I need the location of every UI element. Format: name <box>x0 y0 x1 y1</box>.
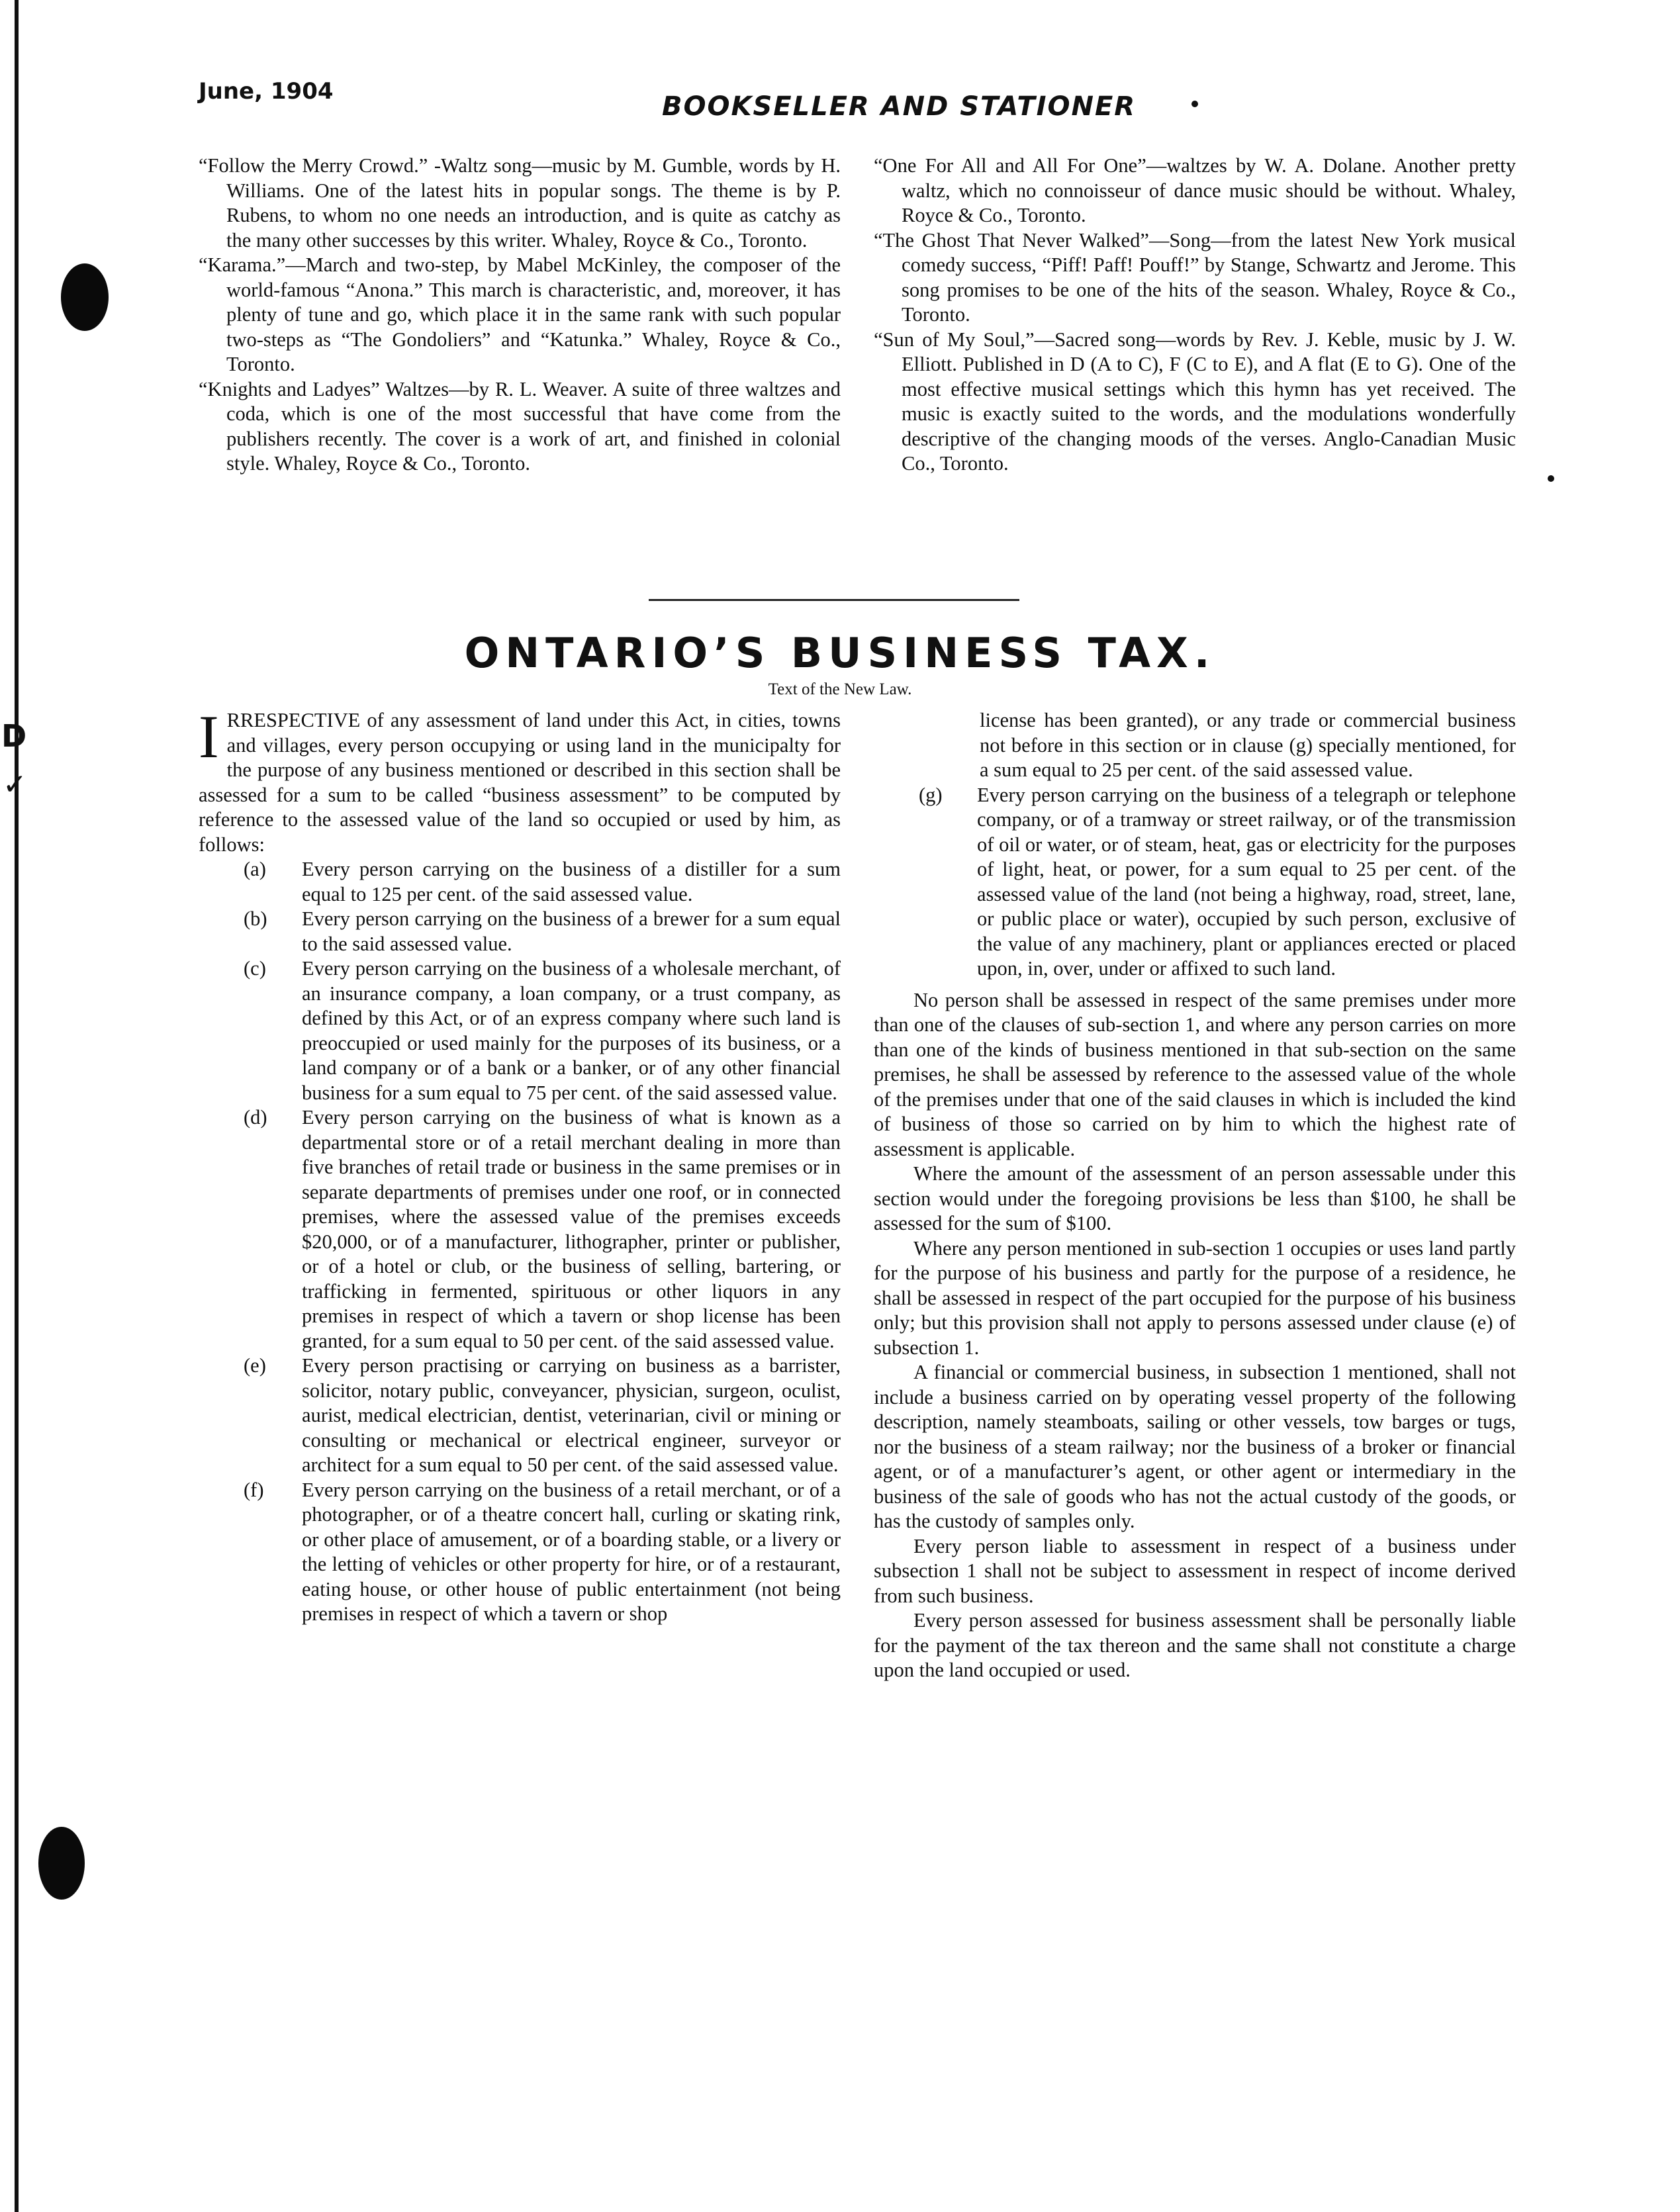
clause-f-continued: license has been granted), or any trade or commercial business not before in this section or in clause (g) specially mentioned, for a sum equal to 25 per cent. of the said assessed value. <box>980 709 1516 781</box>
clause-c: (c) Every person carrying on the business of a wholesale merchant, of an insurance company, a loan company, or a trust company, as defined by this Act, or of an express company where such land is preoccupied or used mainly for the purposes of its business, or a land company or of a bank or a banker, or of any other financial business for a sum equal to 75 per cent. of the said assessed value. <box>244 957 841 1104</box>
article-paragraph: Every person assessed for business assessment shall be personally liable for the payment of the tax thereon and the same shall not constitute a charge upon the land occupied or used. <box>874 1609 1516 1681</box>
article-intro <box>199 703 841 857</box>
header-date: June, 1904 <box>199 78 334 105</box>
clause-f: (f) Every person carrying on the business of a retail merchant, or of a photographer, or of a theatre concert hall, curling or skating rink, or other place of amusement, or of a boarding stable, or a livery or the letting of vehicles or other property for hire, or of a restaurant, eating house, or other house of public entertainment (not being premises in respect of which a tavern or shop <box>244 1478 841 1625</box>
speck-mark <box>1548 475 1554 482</box>
music-notice: “Karama.”—March and two-step, by Mabel McKinley, the composer of the world-famous “Anona.” This march is characteristic, and, moreover, it has plenty of tune and go, which place it in the same rank with such popular two-steps as “The Gondoliers” and “Katunka.” Whaley, Royce & Co., Toronto. <box>199 253 841 375</box>
music-notice: “The Ghost That Never Walked”—Song—from the latest New York musical comedy success, “Piff! Paff! Pouff!” by Stange, Schwartz and Jerome. This song promises to be one of the hits of the season. Whaley, Royce & Co., Toronto. <box>874 228 1516 326</box>
speck-mark <box>1191 101 1198 107</box>
punch-hole-bottom <box>38 1827 85 1900</box>
binding-edge-line <box>15 0 19 2212</box>
music-notice: “Follow the Merry Crowd.” -Waltz song—music by M. Gumble, words by H. Williams. One of the latest hits in popular songs. The theme is by P. Rubens, to whom no one needs an introduction, and is quite as catchy as the many other successes by this writer. Whaley, Royce & Co., Toronto. <box>199 154 841 252</box>
clause-d: (d) Every person carrying on the business of what is known as a departmental store or of a retail merchant dealing in more than five branches of retail trade or business in the same premises or in separate departments of premises under one roof, or in connected premises, where the assessed value of the premises exceeds $20,000, or of a manufacturer, lithographer, printer or publisher, or of a hotel or club, or the business of selling, bartering, or trafficking in fermented, spirituous or other liquors in any premises in respect of which a tavern or shop license has been granted, for a sum equal to 50 per cent. of the said assessed value. <box>244 1106 841 1352</box>
clause-g: (g) Every person carrying on the business of a telegraph or telephone company, or of a tramway or street railway, or of the transmission of oil or water, or of steam, heat, gas or electricity for the purposes of light, heat, or power, for a sum equal to 25 per cent. of the assessed value of the land (not being a highway, road, street, lane, or public place or water), occupied by such person, exclusive of the value of any machinery, plant or appliances erected or placed upon, in, over, under or affixed to such land. <box>919 783 1516 980</box>
clause-a: (a) Every person carrying on the business of a distiller for a sum equal to 125 per cent. of the said assessed value. <box>244 858 841 905</box>
article-paragraph: Every person liable to assessment in respect of a business under subsection 1 shall not be subject to assessment in respect of income derived from such business. <box>874 1534 1516 1607</box>
header-publication: BOOKSELLER AND STATIONER <box>662 91 1137 122</box>
article-paragraph: Where any person mentioned in sub-section 1 occupies or uses land partly for the purpose of his business and partly for the purpose of a residence, he shall be assessed in respect of the part occupied for the purpose of his business only; but this provision shall not apply to persons assessed under clause (e) of subsection 1. <box>874 1236 1516 1359</box>
drop-cap: I <box>199 703 219 770</box>
music-column-right <box>874 154 1516 477</box>
article-column-left <box>199 703 841 1627</box>
music-notice: “Sun of My Soul,”—Sacred song—words by Rev. J. Keble, music by J. W. Elliott. Published in D (A to C), F (C to E), and A flat (E to G). One of the most effective musical settings which this hymn has yet received. The music is exactly suited to the words, and the modulations wonderfully descriptive of the changing moods of the verses. Anglo-Canadian Music Co., Toronto. <box>874 328 1516 475</box>
article-subtitle: Text of the New Law. <box>768 680 912 698</box>
section-divider <box>649 599 1019 601</box>
article-column-right <box>874 708 1516 1683</box>
article-title: ONTARIO’S BUSINESS TAX. <box>464 629 1216 677</box>
clause-e: (e) Every person practising or carrying on business as a barrister, solicitor, notary public, conveyancer, physician, surgeon, oculist, aurist, medical electrician, dentist, veterinarian, civil or mining or consulting or mechanical or electrical engineer, surveyor or architect for a sum equal to 50 per cent. of the said assessed value. <box>244 1354 841 1476</box>
punch-hole-top <box>61 263 109 331</box>
article-paragraph: A financial or commercial business, in subsection 1 mentioned, shall not include a business carried on by operating vessel property of the following description, namely steamboats, sailing or other vessels, tow barges or tugs, nor the business of a steam railway; nor the business of a broker or financial agent, or of a manufacturer’s agent, or other agent or intermediary in the business of the sale of goods who has not the actual custody of the goods, or has the custody of samples only. <box>874 1361 1516 1532</box>
article-paragraph: No person shall be assessed in respect of the same premises under more than one of the clauses of sub-section 1, and where any person carries on more than one of the kinds of business mentioned in that sub-section on the same premises, he shall be assessed by reference to the assessed value of the whole of the premises under that one of the said clauses in which is included the kind of business of those so carried on by him to which the highest rate of assessment is applicable. <box>874 988 1516 1160</box>
article-paragraph: Where the amount of the assessment of an person assessable under this section would under the foregoing provisions be less than $100, he shall be assessed for the sum of $100. <box>874 1162 1516 1234</box>
clause-b: (b) Every person carrying on the business of a brewer for a sum equal to the said assessed value. <box>244 907 841 955</box>
margin-mark-d: D <box>1 718 27 754</box>
music-notice: “One For All and All For One”—waltzes by W. A. Dolane. Another pretty waltz, which no connoisseur of dance music should be without. Whaley, Royce & Co., Toronto. <box>874 154 1516 226</box>
music-column-left <box>199 154 841 477</box>
margin-mark-check: ✓ <box>3 768 27 802</box>
intro-text: RRESPECTIVE of any assessment of land under this Act, in cities, towns and villages, every person occupying or using land in the municipalty for the purpose of any business mentioned or described in this section shall be assessed for a sum to be called “business assessment” to be computed by reference to the assessed value of the land so occupied or used by him, as follows: <box>199 709 841 856</box>
music-notice: “Knights and Ladyes” Waltzes—by R. L. Weaver. A suite of three waltzes and coda, which is one of the most successful that have come from the publishers recently. The cover is a work of art, and finished in colonial style. Whaley, Royce & Co., Toronto. <box>199 377 841 475</box>
